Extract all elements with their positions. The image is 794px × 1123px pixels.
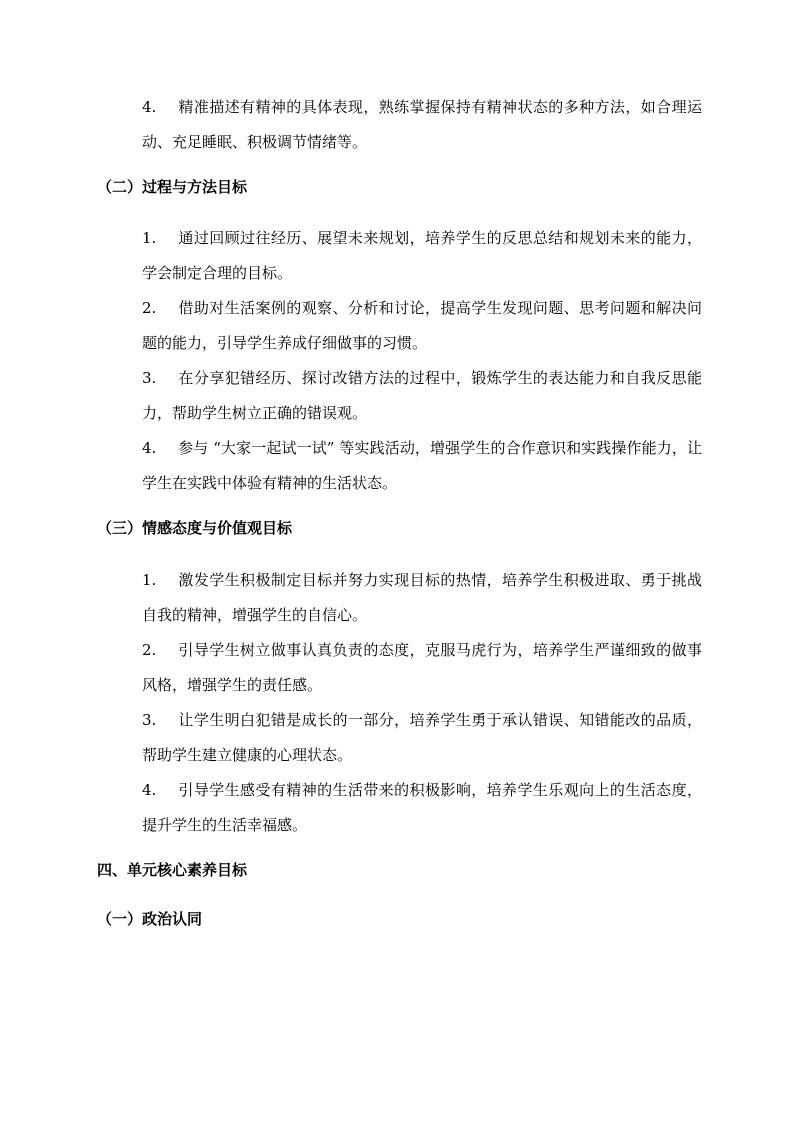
item-number: 4. — [142, 781, 157, 799]
item-text: 通过回顾过往经历、展望未来规划，培养学生的反思总结和规划未来的能力，学会制定合理的目标。 — [142, 229, 702, 282]
item-number: 2. — [142, 299, 157, 317]
section-heading-emotion: （三）情感态度与价值观目标 — [97, 519, 293, 537]
item-text: 参与 “大家一起试一试” 等实践活动，增强学生的合作意识和实践操作能力，让学生在实践中体验有精神的生活状态。 — [142, 439, 702, 492]
item-number: 4. — [142, 439, 157, 457]
item-number: 3. — [142, 711, 157, 729]
item-number: 1. — [142, 229, 157, 247]
process-item-3 — [142, 361, 702, 431]
process-item-2 — [142, 291, 702, 361]
process-item-4 — [142, 431, 702, 501]
item-text: 借助对生活案例的观察、分析和讨论，提高学生发现问题、思考问题和解决问题的能力，引导学生养成仔细做事的习惯。 — [142, 299, 702, 352]
item-text: 让学生明白犯错是成长的一部分，培养学生勇于承认错误、知错能改的品质，帮助学生建立健康的心理状态。 — [142, 711, 702, 764]
emotion-item-1 — [142, 563, 702, 633]
item-text: 精准描述有精神的具体表现，熟练掌握保持有精神状态的多种方法，如合理运动、充足睡眠、积极调节情绪等。 — [142, 98, 702, 151]
item-number: 2. — [142, 641, 157, 659]
process-item-1 — [142, 221, 702, 291]
section-heading-core: 四、单元核心素养目标 — [97, 861, 248, 879]
emotion-item-4 — [142, 773, 702, 843]
item-text: 在分享犯错经历、探讨改错方法的过程中，锻炼学生的表达能力和自我反思能力，帮助学生树立正确的错误观。 — [142, 369, 702, 422]
emotion-item-2 — [142, 633, 702, 703]
knowledge-item-4 — [142, 90, 702, 160]
item-text: 激发学生积极制定目标并努力实现目标的热情，培养学生积极进取、勇于挑战自我的精神，增强学生的自信心。 — [142, 571, 702, 624]
item-text: 引导学生感受有精神的生活带来的积极影响，培养学生乐观向上的生活态度，提升学生的生活幸福感。 — [142, 781, 702, 834]
item-number: 1. — [142, 571, 157, 589]
section-heading-process: （二）过程与方法目标 — [97, 178, 248, 196]
section-subheading-political: （一）政治认同 — [97, 910, 203, 928]
item-number: 3. — [142, 369, 157, 387]
item-text: 引导学生树立做事认真负责的态度，克服马虎行为，培养学生严谨细致的做事风格，增强学生的责任感。 — [142, 641, 702, 694]
item-number: 4. — [142, 98, 157, 116]
emotion-item-3 — [142, 703, 702, 773]
